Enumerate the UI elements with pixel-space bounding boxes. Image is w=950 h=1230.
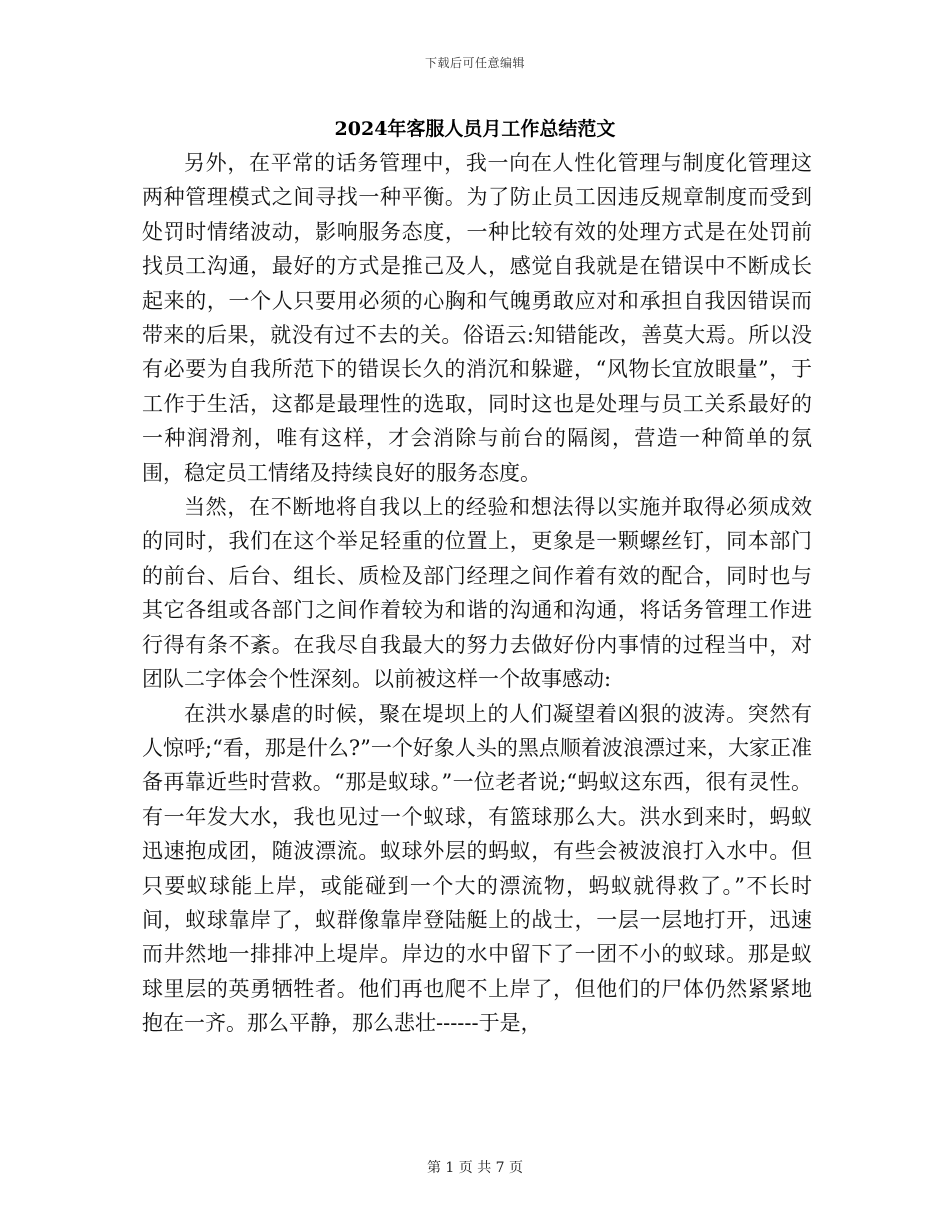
header-note: 下载后可任意编辑 bbox=[424, 56, 525, 70]
paragraph: 当然，在不断地将自我以上的经验和想法得以实施并取得必须成效的同时，我们在这个举足轻重的位置上，更象是一颗螺丝钉，同本部门的前台、后台、组长、质检及部门经理之间作着有效的配合，同时也与其它各组或各部门之间作着较为和谐的沟通和沟通，将话务管理工作进行得有条不紊。在我尽自我最大的努力去做好份内事情的过程当中，对团队二字体会个性深刻。以前被这样一个故事感动: bbox=[142, 495, 812, 692]
paragraph: 在洪水暴虐的时候，聚在堤坝上的人们凝望着凶狠的波涛。突然有人惊呼;“看，那是什么?”一个好象人头的黑点顺着波浪漂过来，大家正准备再靠近些时营救。“那是蚁球。”一位老者说;“蚂蚁这东西，很有灵性。有一年发大水，我也见过一个蚁球，有篮球那么大。洪水到来时，蚂蚁迅速抱成团，随波漂流。蚁球外层的蚂蚁，有些会被波浪打入水中。但只要蚁球能上岸，或能碰到一个大的漂流物，蚂蚁就得救了。”不长时间，蚁球靠岸了，蚁群像靠岸登陆艇上的战士，一层一层地打开，迅速而井然地一排排冲上堤岸。岸边的水中留下了一团不小的蚁球。那是蚁球里层的英勇牺牲者。他们再也爬不上岸了，但他们的尸体仍然紧紧地抱在一齐。那么平静，那么悲壮------于是， bbox=[142, 701, 812, 1036]
page-number: 第 1 页 共 7 页 bbox=[426, 1160, 524, 1176]
document-title: 2024年客服人员月工作总结范文 bbox=[334, 118, 616, 140]
document-body bbox=[142, 146, 812, 1041]
paragraph: 另外，在平常的话务管理中，我一向在人性化管理与制度化管理这两种管理模式之间寻找一种平衡。为了防止员工因违反规章制度而受到处罚时情绪波动，影响服务态度，一种比较有效的处理方式是在处罚前找员工沟通，最好的方式是推己及人，感觉自我就是在错误中不断成长起来的，一个人只要用必须的心胸和气魄勇敢应对和承担自我因错误而带来的后果，就没有过不去的关。俗语云:知错能改，善莫大焉。所以没有必要为自我所范下的错误长久的消沉和躲避，“风物长宜放眼量”，于工作于生活，这都是最理性的选取，同时这也是处理与员工关系最好的一种润滑剂，唯有这样，才会消除与前台的隔阂，营造一种简单的氛围，稳定员工情绪及持续良好的服务态度。 bbox=[142, 151, 812, 485]
